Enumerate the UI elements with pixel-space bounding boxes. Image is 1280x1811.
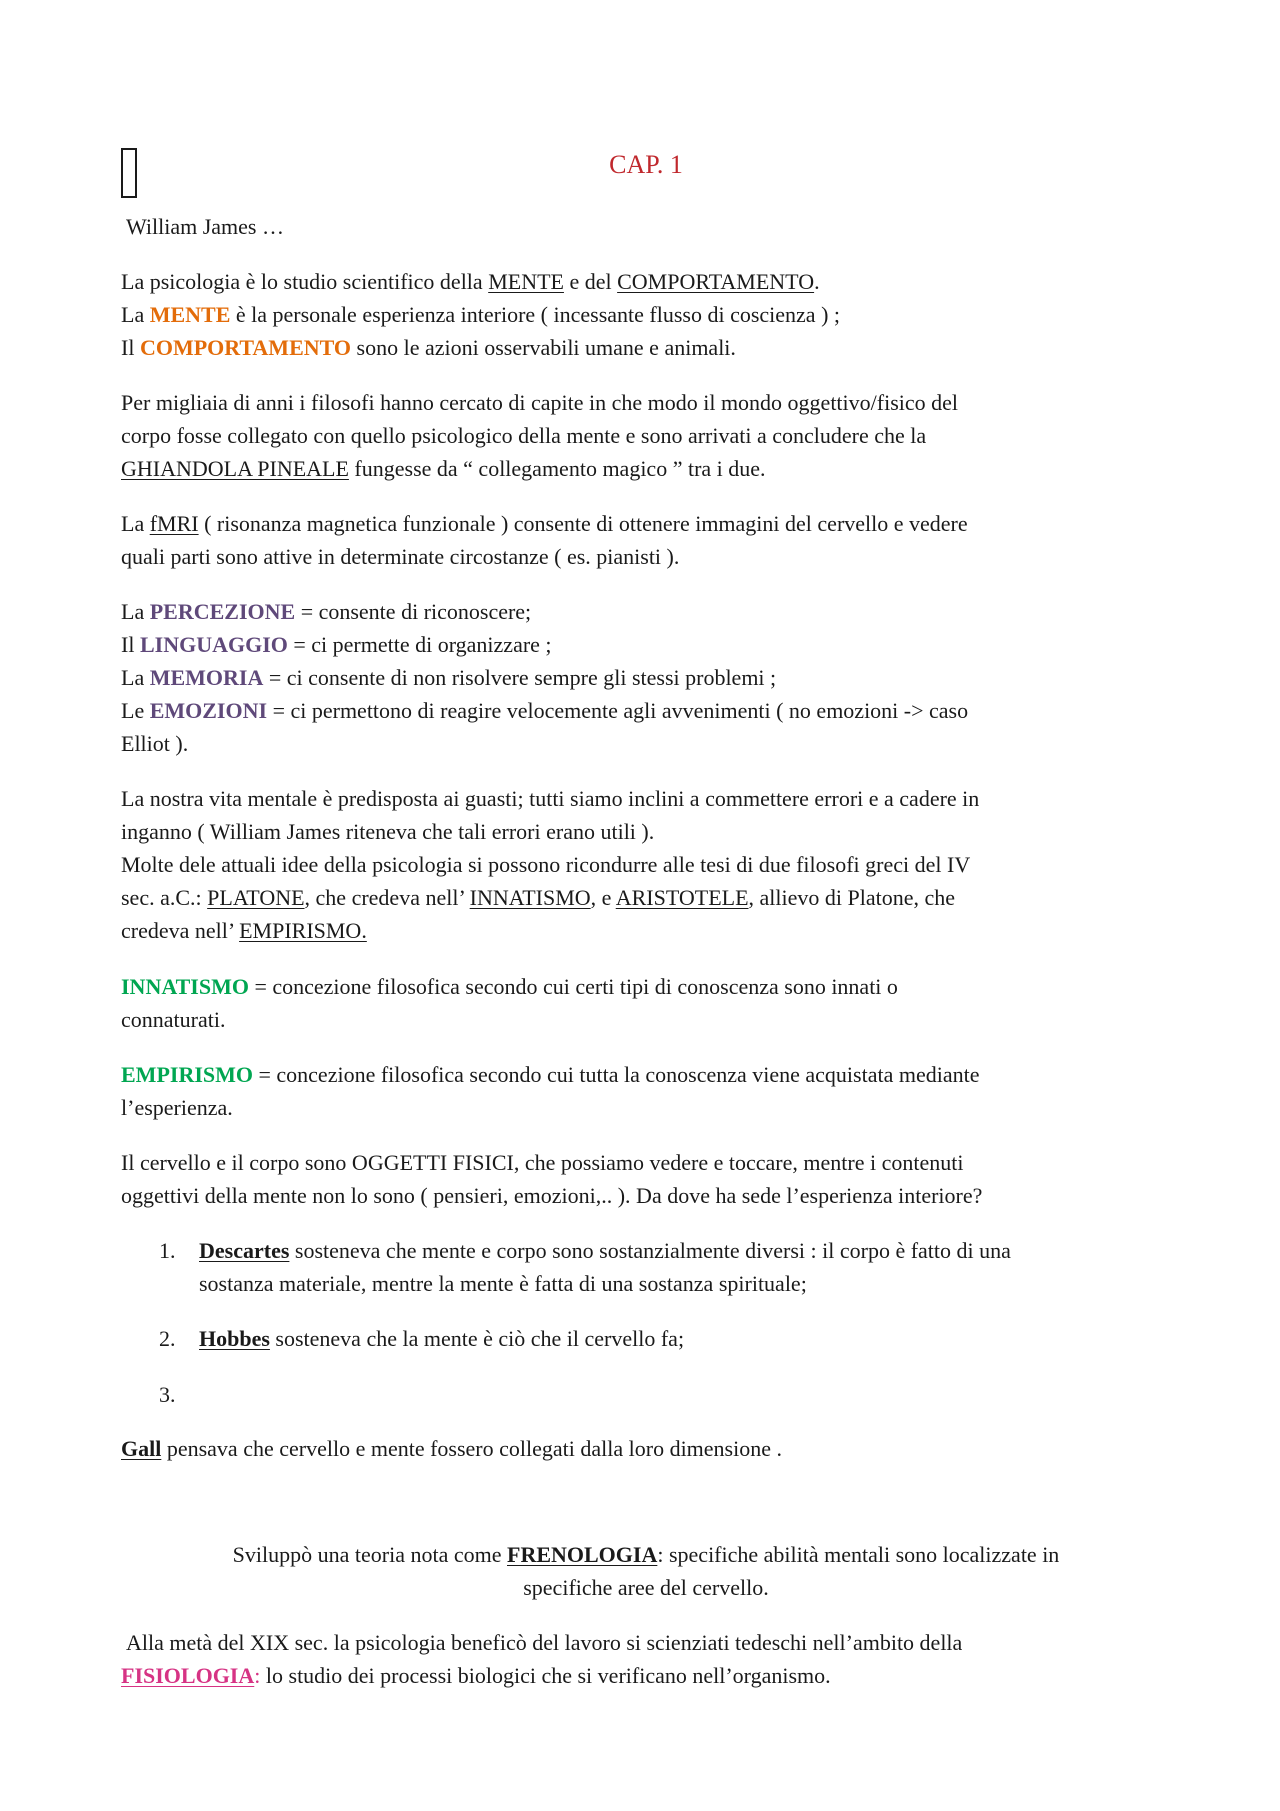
list-item-1-line1: Descartes sosteneva che mente e corpo sono sostanzialmente diversi : il corpo è fatto di una (199, 1238, 1011, 1263)
p8-line1: Il cervello e il corpo sono OGGETTI FISICI, che possiamo vedere e toccare, mentre i contenuti (121, 1150, 964, 1175)
p6-line1: INNATISMO = concezione filosofica secondo cui certi tipi di conoscenza sono innati o (121, 974, 898, 999)
p7-line1: EMPIRISMO = concezione filosofica secondo cui tutta la conoscenza viene acquistata mediante (121, 1062, 980, 1087)
p2-line2: corpo fosse collegato con quello psicologico della mente e sono arrivati a concludere che la (121, 423, 927, 448)
p2-line1: Per migliaia di anni i filosofi hanno cercato di capite in che modo il mondo oggettivo/fisico del (121, 390, 959, 415)
p5-line1: La nostra vita mentale è predisposta ai guasti; tutti siamo inclini a commettere errori e a cadere in (121, 786, 980, 811)
p8-line2: oggettivi della mente non lo sono ( pensieri, emozioni,.. ). Da dove ha sede l’esperienza interiore? (121, 1183, 983, 1208)
p6-line2: connaturati. (121, 1007, 226, 1032)
p1-line2: La MENTE è la personale esperienza interiore ( incessante flusso di coscienza ) ; (121, 302, 841, 327)
p4-line5: Elliot ). (121, 731, 189, 756)
p9-line: Gall pensava che cervello e mente fossero collegati dalla loro dimensione . (121, 1436, 782, 1461)
p5-line3: Molte dele attuali idee della psicologia si possono ricondurre alle tesi di due filosofi greci del IV (121, 852, 971, 877)
p5-line2: inganno ( William James riteneva che tali errori erano utili ). (121, 819, 655, 844)
p3-line2: quali parti sono attive in determinate circostanze ( es. pianisti ). (121, 544, 680, 569)
p4-line2: Il LINGUAGGIO = ci permette di organizzare ; (121, 632, 552, 657)
p2-line3: GHIANDOLA PINEALE fungesse da “ collegamento magico ” tra i due. (121, 456, 766, 481)
list-item-1-line2: sostanza materiale, mentre la mente è fatta di una sostanza spirituale; (199, 1271, 807, 1296)
list-item-3-number: 3. (159, 1382, 176, 1407)
p5-line4: sec. a.C.: PLATONE, che credeva nell’ INNATISMO, e ARISTOTELE, allievo di Platone, che (121, 885, 956, 910)
p1-line3: Il COMPORTAMENTO sono le azioni osservabili umane e animali. (121, 335, 736, 360)
list-item-2-line1: Hobbes sosteneva che la mente è ciò che il cervello fa; (199, 1326, 685, 1351)
p10-line2: specifiche aree del cervello. (523, 1575, 769, 1600)
p1-line1: La psicologia è lo studio scientifico della MENTE e del COMPORTAMENTO. (121, 269, 820, 294)
p4-line3: La MEMORIA = ci consente di non risolvere sempre gli stessi problemi ; (121, 665, 777, 690)
p3-line1: La fMRI ( risonanza magnetica funzionale ) consente di ottenere immagini del cervello e vedere (121, 511, 968, 536)
p4-line1: La PERCEZIONE = consente di riconoscere; (121, 599, 532, 624)
p7-line2: l’esperienza. (121, 1095, 233, 1120)
p5-line5: credeva nell’ EMPIRISMO. (121, 918, 367, 943)
p11-line1: Alla metà del XIX sec. la psicologia beneficò del lavoro si scienziati tedeschi nell’ambito della (126, 1630, 963, 1655)
list-item-2-number: 2. (159, 1326, 176, 1351)
p10-line1: Sviluppò una teoria nota come FRENOLOGIA: specifiche abilità mentali sono localizzate in (232, 1542, 1060, 1567)
author-line: William James … (126, 214, 284, 239)
list-item-1-number: 1. (159, 1238, 176, 1263)
p4-line4: Le EMOZIONI = ci permettono di reagire velocemente agli avvenimenti ( no emozioni -> caso (121, 698, 969, 723)
chapter-title: CAP. 1 (609, 150, 683, 179)
p11-line2: FISIOLOGIA: lo studio dei processi biologici che si verificano nell’organismo. (121, 1663, 831, 1688)
